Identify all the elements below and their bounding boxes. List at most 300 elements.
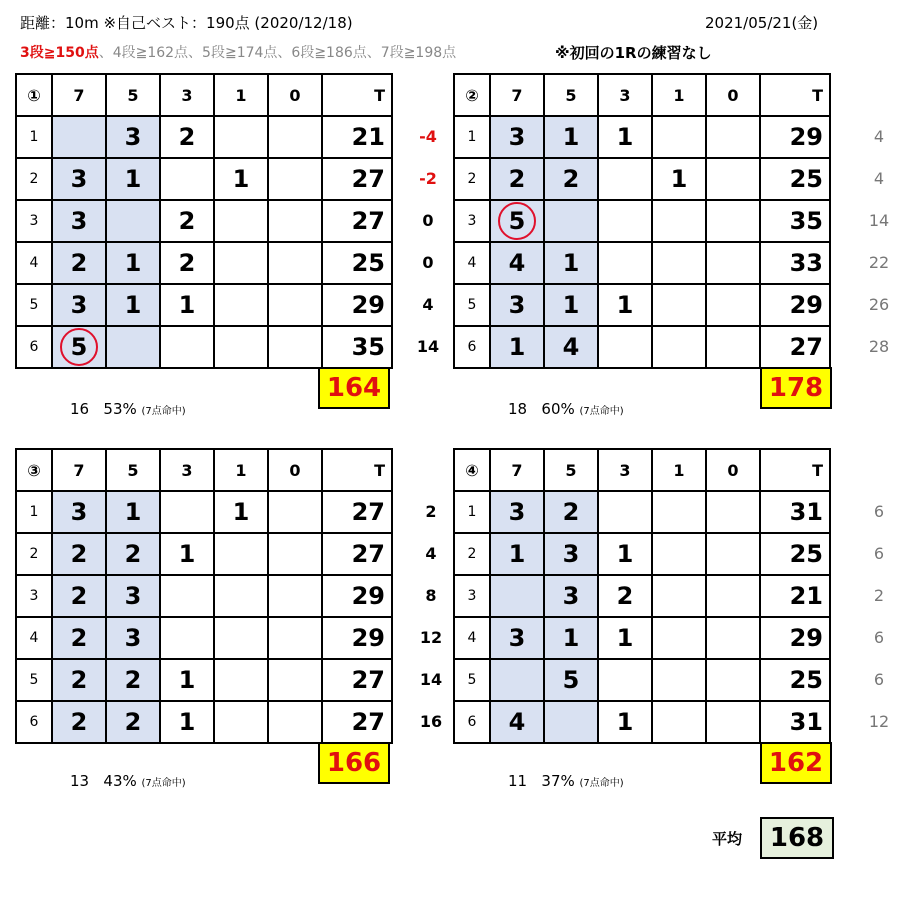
end-number: 4 xyxy=(454,617,490,659)
score-value xyxy=(71,666,88,694)
end-number: 6 xyxy=(16,701,52,743)
hit-note: (7点命中) xyxy=(579,778,624,789)
score-value xyxy=(617,708,634,736)
score-cell xyxy=(706,158,760,200)
row-total: 27 xyxy=(760,326,830,368)
row-total: 33 xyxy=(760,242,830,284)
score-value xyxy=(71,207,88,235)
score-cell xyxy=(52,200,106,242)
row-total: 27 xyxy=(322,659,392,701)
end-number: 1 xyxy=(16,491,52,533)
end-number: 5 xyxy=(16,284,52,326)
score-cell xyxy=(160,617,214,659)
score-cell xyxy=(598,158,652,200)
column-header: 0 xyxy=(268,449,322,491)
score-text: 1 xyxy=(178,540,196,568)
score-text: 2 xyxy=(562,165,580,193)
score-row xyxy=(16,575,392,617)
score-row xyxy=(454,659,830,701)
score-cell xyxy=(52,116,106,158)
score-text: 4 xyxy=(508,708,526,736)
score-row xyxy=(454,116,830,158)
score-value xyxy=(563,666,580,694)
score-value xyxy=(563,498,580,526)
score-cell xyxy=(160,242,214,284)
score-value xyxy=(125,582,142,610)
score-text: 3 xyxy=(124,582,142,610)
score-text: 3 xyxy=(70,165,88,193)
score-value xyxy=(509,624,526,652)
score-row xyxy=(454,200,830,242)
score-value xyxy=(563,333,580,361)
round-label: ③ xyxy=(16,449,52,491)
score-cell xyxy=(160,158,214,200)
cumulative-diff: 4 xyxy=(873,127,885,146)
score-cell xyxy=(706,284,760,326)
score-cell xyxy=(52,491,106,533)
column-header: 3 xyxy=(598,449,652,491)
column-header: 7 xyxy=(490,74,544,116)
score-cell xyxy=(214,158,268,200)
score-cell xyxy=(160,326,214,368)
score-value xyxy=(179,708,196,736)
score-cell xyxy=(52,533,106,575)
score-cell xyxy=(52,326,106,368)
score-cell xyxy=(652,533,706,575)
score-cell xyxy=(490,659,544,701)
score-table-1 xyxy=(15,73,393,369)
score-cell xyxy=(490,242,544,284)
score-cell xyxy=(706,242,760,284)
end-number: 4 xyxy=(16,617,52,659)
score-cell xyxy=(268,158,322,200)
score-text: 3 xyxy=(70,291,88,319)
score-cell xyxy=(598,200,652,242)
score-cell xyxy=(544,326,598,368)
score-cell xyxy=(214,284,268,326)
cumulative-diff: 12 xyxy=(419,628,443,647)
hit-count: 16 xyxy=(70,400,90,418)
end-number: 4 xyxy=(16,242,52,284)
score-text: 2 xyxy=(124,708,142,736)
score-cell xyxy=(652,617,706,659)
score-text: 2 xyxy=(70,540,88,568)
row-total: 27 xyxy=(322,200,392,242)
score-value xyxy=(509,498,526,526)
score-text: 2 xyxy=(562,498,580,526)
score-text: 1 xyxy=(232,498,250,526)
score-value xyxy=(179,249,196,277)
score-value xyxy=(179,207,196,235)
score-text: 1 xyxy=(562,624,580,652)
column-header: 5 xyxy=(106,74,160,116)
score-cell xyxy=(52,158,106,200)
end-number: 2 xyxy=(454,533,490,575)
end-number: 6 xyxy=(454,326,490,368)
score-text: 2 xyxy=(70,582,88,610)
cumulative-diff: 4 xyxy=(425,544,437,563)
column-header: 0 xyxy=(706,74,760,116)
block-total: 178 xyxy=(760,367,832,409)
score-cell xyxy=(160,284,214,326)
score-value xyxy=(509,123,526,151)
score-value xyxy=(125,498,142,526)
score-value xyxy=(509,291,526,319)
score-text: 5 xyxy=(508,207,526,235)
score-text: 2 xyxy=(508,165,526,193)
score-row xyxy=(16,659,392,701)
score-cell xyxy=(268,326,322,368)
cumulative-diff: 0 xyxy=(422,253,434,272)
score-cell xyxy=(544,116,598,158)
score-row xyxy=(16,116,392,158)
score-cell xyxy=(214,701,268,743)
cumulative-diff: -4 xyxy=(419,127,437,146)
score-value xyxy=(617,582,634,610)
score-value xyxy=(71,249,88,277)
cumulative-diff: -2 xyxy=(419,169,437,188)
score-row xyxy=(454,158,830,200)
end-number: 6 xyxy=(16,326,52,368)
score-value xyxy=(563,165,580,193)
score-text: 1 xyxy=(616,708,634,736)
score-cell xyxy=(490,158,544,200)
hit-count: 13 xyxy=(70,772,90,790)
score-value xyxy=(125,624,142,652)
score-row xyxy=(16,326,392,368)
score-cell xyxy=(652,701,706,743)
row-total: 29 xyxy=(760,116,830,158)
score-cell xyxy=(160,200,214,242)
cumulative-diff: 0 xyxy=(422,211,434,230)
column-header: 3 xyxy=(160,449,214,491)
cumulative-diff: 16 xyxy=(419,712,443,731)
score-value xyxy=(617,291,634,319)
cumulative-diff: 6 xyxy=(873,628,885,647)
score-text: 3 xyxy=(124,624,142,652)
score-cell xyxy=(160,491,214,533)
score-text: 1 xyxy=(508,333,526,361)
score-text: 3 xyxy=(508,291,526,319)
score-cell xyxy=(706,701,760,743)
score-text: 1 xyxy=(616,624,634,652)
score-cell xyxy=(652,326,706,368)
score-row xyxy=(16,701,392,743)
score-cell xyxy=(544,491,598,533)
score-text: 4 xyxy=(562,333,580,361)
score-cell xyxy=(52,242,106,284)
score-value xyxy=(563,249,580,277)
score-cell xyxy=(214,242,268,284)
score-value xyxy=(71,165,88,193)
score-cell xyxy=(52,659,106,701)
row-total: 25 xyxy=(760,158,830,200)
column-header: T xyxy=(760,74,830,116)
score-text: 2 xyxy=(178,123,196,151)
score-cell xyxy=(652,116,706,158)
score-text: 3 xyxy=(70,207,88,235)
score-value xyxy=(125,666,142,694)
score-text: 1 xyxy=(178,666,196,694)
score-text: 4 xyxy=(508,249,526,277)
end-number: 2 xyxy=(16,158,52,200)
score-cell xyxy=(52,617,106,659)
column-header: T xyxy=(760,449,830,491)
end-number: 1 xyxy=(454,116,490,158)
score-cell xyxy=(598,659,652,701)
cumulative-diff: 8 xyxy=(425,586,437,605)
score-cell xyxy=(106,326,160,368)
score-cell xyxy=(268,116,322,158)
score-table-3 xyxy=(15,448,393,744)
score-value xyxy=(509,165,526,193)
score-value xyxy=(509,249,526,277)
row-total: 31 xyxy=(760,491,830,533)
score-text: 1 xyxy=(562,123,580,151)
cumulative-diff: 6 xyxy=(873,544,885,563)
row-total: 27 xyxy=(322,491,392,533)
round-label: ① xyxy=(16,74,52,116)
block-summary xyxy=(508,772,624,790)
score-cell xyxy=(598,284,652,326)
score-cell xyxy=(490,533,544,575)
score-cell xyxy=(598,326,652,368)
row-total: 21 xyxy=(760,575,830,617)
score-value xyxy=(509,333,526,361)
row-total: 29 xyxy=(322,575,392,617)
hit-note: (7点命中) xyxy=(579,406,624,417)
cumulative-diff: 26 xyxy=(868,295,890,314)
score-cell xyxy=(268,617,322,659)
end-number: 4 xyxy=(454,242,490,284)
block-total: 164 xyxy=(318,367,390,409)
score-cell xyxy=(544,659,598,701)
score-cell xyxy=(706,491,760,533)
rank-thresholds xyxy=(20,42,456,62)
score-value xyxy=(71,291,88,319)
block-total: 166 xyxy=(318,742,390,784)
score-value xyxy=(125,708,142,736)
score-cell xyxy=(268,659,322,701)
row-total: 27 xyxy=(322,533,392,575)
score-cell xyxy=(268,575,322,617)
cumulative-diff: 28 xyxy=(868,337,890,356)
date-label: 2021/05/21(金) xyxy=(705,14,819,32)
score-cell xyxy=(214,116,268,158)
row-total: 25 xyxy=(760,659,830,701)
end-number: 2 xyxy=(16,533,52,575)
score-text: 1 xyxy=(562,291,580,319)
score-value xyxy=(125,123,142,151)
score-cell xyxy=(490,491,544,533)
column-header: 7 xyxy=(52,74,106,116)
score-text: 1 xyxy=(562,249,580,277)
score-value xyxy=(671,165,688,193)
score-cell xyxy=(490,701,544,743)
score-value xyxy=(179,123,196,151)
score-cell xyxy=(214,326,268,368)
score-cell xyxy=(706,575,760,617)
score-cell xyxy=(598,242,652,284)
round-label: ④ xyxy=(454,449,490,491)
score-cell xyxy=(268,491,322,533)
block-summary xyxy=(508,400,624,418)
row-total: 25 xyxy=(760,533,830,575)
row-total: 31 xyxy=(760,701,830,743)
rank-higher: 、4段≧162点、5段≧174点、6段≧186点、7段≧198点 xyxy=(98,45,457,61)
column-header: 5 xyxy=(544,74,598,116)
score-row xyxy=(454,284,830,326)
score-cell xyxy=(490,200,544,242)
score-cell xyxy=(214,533,268,575)
score-row xyxy=(16,617,392,659)
score-cell xyxy=(214,200,268,242)
score-text: 1 xyxy=(616,123,634,151)
score-cell xyxy=(652,284,706,326)
score-cell xyxy=(106,116,160,158)
row-total: 35 xyxy=(760,200,830,242)
score-text: 2 xyxy=(178,207,196,235)
score-text: 3 xyxy=(70,498,88,526)
highlight-circle xyxy=(60,328,98,366)
score-cell xyxy=(490,284,544,326)
score-value xyxy=(71,540,88,568)
row-total: 27 xyxy=(322,158,392,200)
block-total: 162 xyxy=(760,742,832,784)
score-value xyxy=(617,540,634,568)
score-cell xyxy=(214,491,268,533)
score-text: 2 xyxy=(70,708,88,736)
score-value xyxy=(563,123,580,151)
score-row xyxy=(16,533,392,575)
score-cell xyxy=(544,617,598,659)
column-header: 0 xyxy=(268,74,322,116)
hit-note: (7点命中) xyxy=(141,778,186,789)
cumulative-diff: 14 xyxy=(868,211,890,230)
row-total: 21 xyxy=(322,116,392,158)
score-cell xyxy=(652,491,706,533)
score-text: 3 xyxy=(562,540,580,568)
score-text: 1 xyxy=(178,291,196,319)
score-cell xyxy=(106,284,160,326)
score-text: 1 xyxy=(670,165,688,193)
score-text: 2 xyxy=(70,249,88,277)
round-label: ② xyxy=(454,74,490,116)
hit-count: 11 xyxy=(508,772,528,790)
score-value xyxy=(71,582,88,610)
score-value xyxy=(617,123,634,151)
column-header: 7 xyxy=(52,449,106,491)
score-cell xyxy=(652,158,706,200)
column-header: 1 xyxy=(214,449,268,491)
score-text: 1 xyxy=(508,540,526,568)
score-text: 2 xyxy=(124,666,142,694)
score-cell xyxy=(160,701,214,743)
block-summary xyxy=(70,400,186,418)
hit-count: 18 xyxy=(508,400,528,418)
score-cell xyxy=(598,575,652,617)
score-cell xyxy=(52,284,106,326)
score-cell xyxy=(706,659,760,701)
score-cell xyxy=(160,116,214,158)
end-number: 2 xyxy=(454,158,490,200)
score-cell xyxy=(598,701,652,743)
score-cell xyxy=(214,617,268,659)
score-value xyxy=(179,291,196,319)
score-cell xyxy=(106,242,160,284)
score-value xyxy=(233,165,250,193)
score-value xyxy=(71,333,88,361)
score-cell xyxy=(106,575,160,617)
end-number: 3 xyxy=(454,575,490,617)
end-number: 6 xyxy=(454,701,490,743)
score-row xyxy=(454,575,830,617)
score-value xyxy=(509,207,526,235)
column-header: 1 xyxy=(652,74,706,116)
score-cell xyxy=(544,242,598,284)
score-row xyxy=(454,701,830,743)
score-value xyxy=(617,624,634,652)
score-table-2 xyxy=(453,73,831,369)
score-text: 1 xyxy=(124,291,142,319)
score-cell xyxy=(544,533,598,575)
score-cell xyxy=(268,242,322,284)
score-value xyxy=(179,540,196,568)
score-cell xyxy=(544,200,598,242)
score-text: 3 xyxy=(562,582,580,610)
score-value xyxy=(71,498,88,526)
score-text: 5 xyxy=(562,666,580,694)
cumulative-diff: 14 xyxy=(416,337,440,356)
score-value xyxy=(563,624,580,652)
score-value xyxy=(233,498,250,526)
score-value xyxy=(563,540,580,568)
column-header: 1 xyxy=(214,74,268,116)
score-text: 3 xyxy=(508,123,526,151)
row-total: 29 xyxy=(322,284,392,326)
score-cell xyxy=(106,659,160,701)
row-total: 29 xyxy=(322,617,392,659)
score-row xyxy=(16,242,392,284)
score-cell xyxy=(490,575,544,617)
column-header: 7 xyxy=(490,449,544,491)
row-total: 27 xyxy=(322,701,392,743)
score-text: 2 xyxy=(616,582,634,610)
score-text: 3 xyxy=(508,624,526,652)
score-cell xyxy=(652,200,706,242)
score-text: 1 xyxy=(124,165,142,193)
cumulative-diff: 4 xyxy=(873,169,885,188)
score-cell xyxy=(652,659,706,701)
score-cell xyxy=(544,701,598,743)
score-text: 3 xyxy=(124,123,142,151)
cumulative-diff: 14 xyxy=(419,670,443,689)
score-cell xyxy=(268,533,322,575)
column-header: 0 xyxy=(706,449,760,491)
score-row xyxy=(454,617,830,659)
score-text: 1 xyxy=(616,291,634,319)
average-label: 平均 xyxy=(712,830,743,848)
column-header: 5 xyxy=(106,449,160,491)
distance-info: 距離：10m ※自己ベスト：190点 (2020/12/18) xyxy=(20,14,353,32)
score-cell xyxy=(652,242,706,284)
hit-percentage: 53% xyxy=(103,400,137,418)
score-table-4 xyxy=(453,448,831,744)
score-row xyxy=(16,158,392,200)
hit-percentage: 43% xyxy=(103,772,137,790)
cumulative-diff: 4 xyxy=(422,295,434,314)
score-row xyxy=(454,491,830,533)
